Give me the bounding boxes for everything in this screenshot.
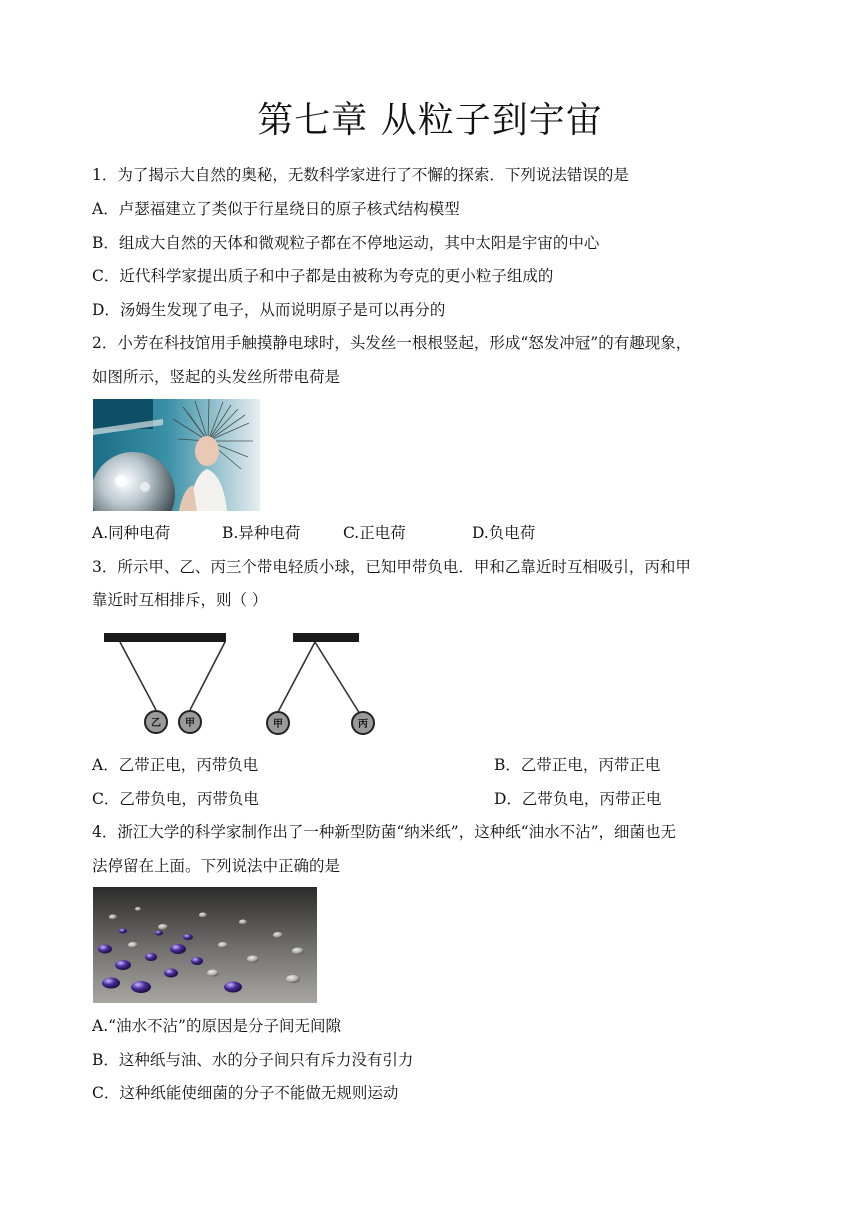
q4-stem-line2: 法停留在上面。下列说法中正确的是 [92, 857, 341, 875]
q3-stem-line2: 靠近时互相排斥，则（ ） [92, 591, 268, 609]
q2-option-c: C.正电荷 [343, 524, 406, 542]
q3-option-d: D．乙带负电，丙带正电 [494, 790, 662, 808]
nano-paper-droplets-photo [93, 887, 317, 1003]
static-electricity-photo [93, 399, 260, 511]
ball-label-bing: 丙 [358, 719, 368, 730]
q3-option-b: B．乙带正电，丙带正电 [494, 756, 661, 774]
ball-label-yi: 乙 [151, 718, 161, 729]
q1-stem: 1．为了揭示大自然的奥秘，无数科学家进行了不懈的探索．下列说法错误的是 [92, 166, 629, 184]
q4-stem-line1: 4．浙江大学的科学家制作出了一种新型防菌“纳米纸”，这种纸“油水不沾”，细菌也无 [92, 823, 677, 841]
right-support-bar [293, 633, 359, 642]
q2-option-b: B.异种电荷 [222, 524, 301, 542]
q1-option-b: B．组成大自然的天体和微观粒子都在不停地运动，其中太阳是宇宙的中心 [92, 234, 600, 252]
q4-option-c: C．这种纸能使细菌的分子不能做无规则运动 [92, 1084, 399, 1102]
q1-option-d: D．汤姆生发现了电子，从而说明原子是可以再分的 [92, 301, 446, 319]
charged-balls-diagram [100, 630, 390, 742]
q2-option-a: A.同种电荷 [92, 524, 171, 542]
q4-option-a: A.“油水不沾”的原因是分子间无间隙 [92, 1017, 341, 1035]
q2-stem-line2: 如图所示，竖起的头发丝所带电荷是 [92, 368, 341, 386]
q1-option-c: C．近代科学家提出质子和中子都是由被称为夸克的更小粒子组成的 [92, 267, 554, 285]
q4-option-b: B．这种纸与油、水的分子间只有斥力没有引力 [92, 1051, 414, 1069]
ball-label-jia-left: 甲 [185, 718, 195, 729]
page-title: 第七章 从粒子到宇宙 [257, 100, 603, 141]
ball-label-jia-right: 甲 [273, 719, 283, 730]
left-support-bar [104, 633, 226, 642]
q3-option-c: C．乙带负电，丙带负电 [92, 790, 259, 808]
q2-option-d: D.负电荷 [472, 524, 536, 542]
q3-option-a: A．乙带正电，丙带负电 [92, 756, 259, 774]
q1-option-a: A．卢瑟福建立了类似于行星绕日的原子核式结构模型 [92, 200, 460, 218]
q3-stem-line1: 3．所示甲、乙、丙三个带电轻质小球，已知甲带负电．甲和乙靠近时互相吸引，丙和甲 [92, 558, 691, 576]
q2-stem-line1: 2．小芳在科技馆用手触摸静电球时，头发丝一根根竖起，形成“怒发冲冠”的有趣现象， [92, 334, 692, 352]
